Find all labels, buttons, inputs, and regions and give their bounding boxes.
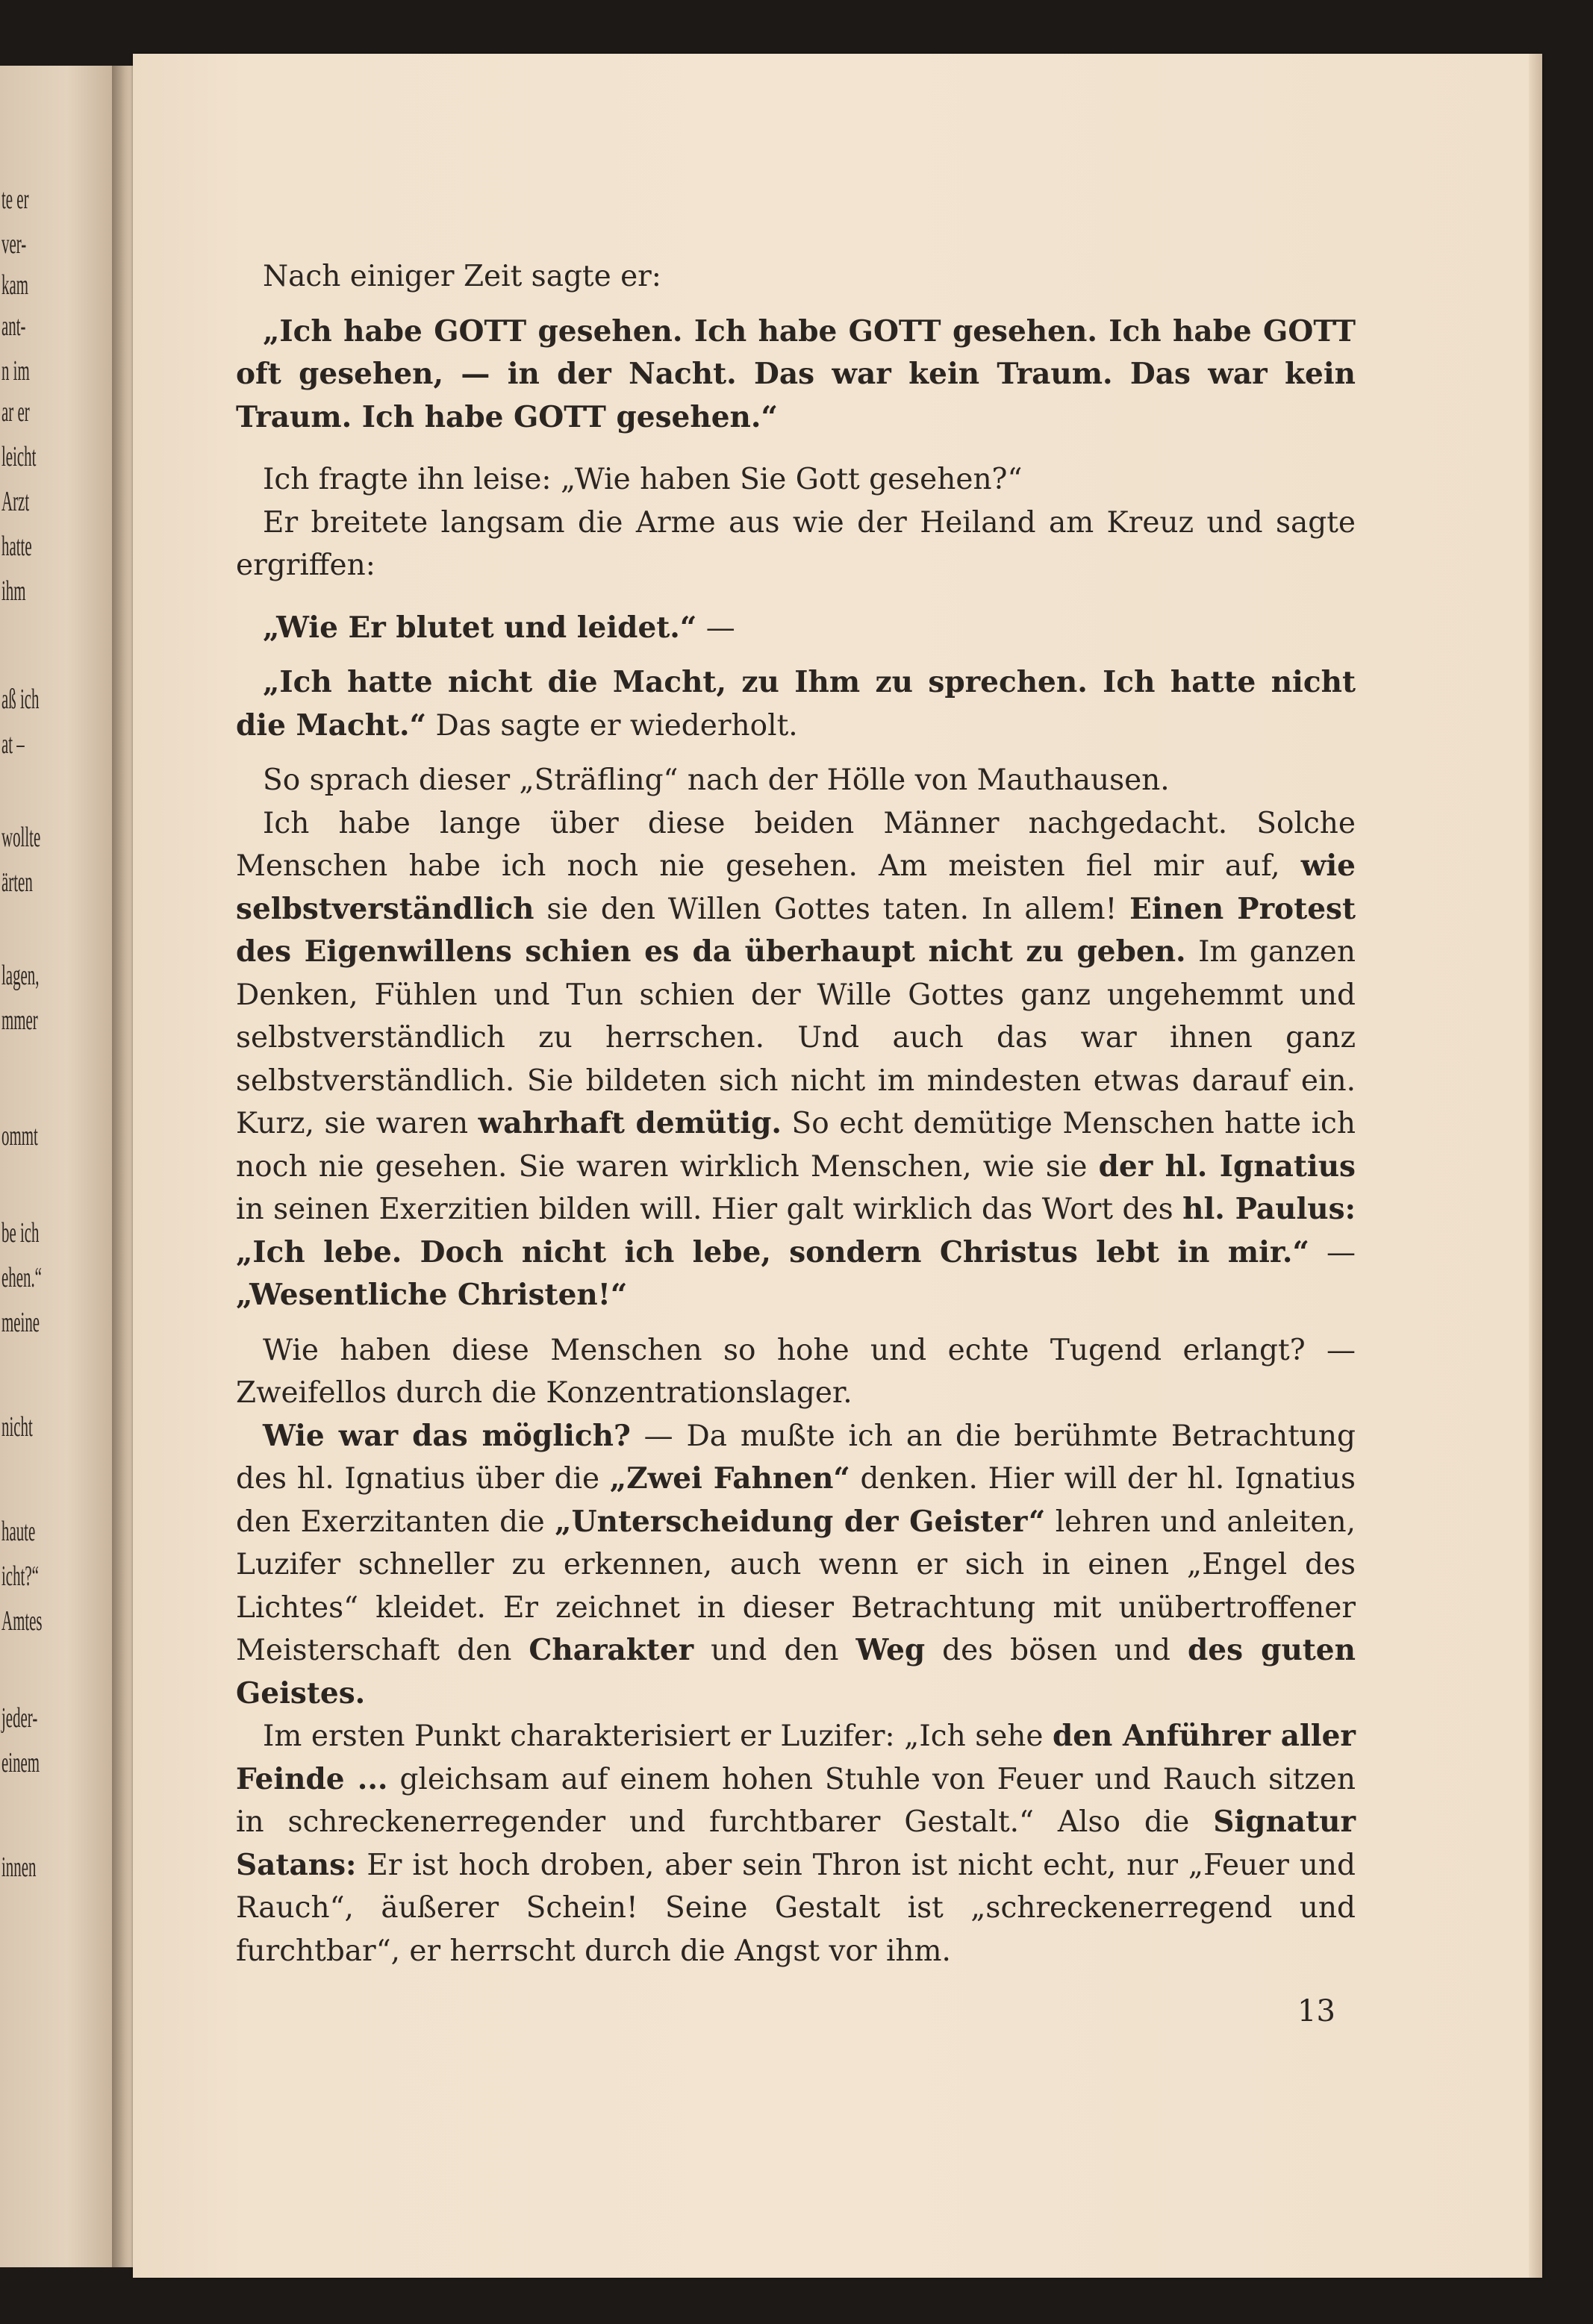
facing-page-fragment: be ich [1, 1217, 40, 1249]
facing-page-fragment: ant- [1, 310, 26, 342]
bold-run: der hl. Ignatius [1098, 1149, 1356, 1184]
bold-run: wie selbstverständlich [236, 849, 1356, 926]
paragraph [236, 1715, 1356, 1972]
paragraph [236, 255, 1356, 299]
bold-run: „Ich habe GOTT gesehen. Ich habe GOTT gesehen. Ich habe GOTT oft gesehen, — in der Nacht. Das war kein Traum. Das war kein Traum. Ich habe GOTT gesehen.“ [236, 313, 1356, 434]
facing-page-fragment: lagen, [1, 960, 40, 991]
paragraph [236, 310, 1356, 440]
bold-run: wahrhaft demütig. [478, 1106, 782, 1140]
facing-page-fragment: ommt [1, 1120, 38, 1152]
bold-run: „Zwei Fahnen“ [609, 1461, 850, 1496]
facing-page-fragment: Amtes [1, 1605, 43, 1637]
text-run: denken. Hier will der hl. Ignatius den Exerzitanten die [236, 1462, 1356, 1539]
facing-page-fragment: Arzt [1, 486, 30, 517]
bold-run: den Anführer aller Feinde ... [236, 1719, 1356, 1796]
bold-run: „Unterscheidung der Geister“ [555, 1504, 1046, 1539]
book-page [133, 54, 1542, 2278]
page-edge [1529, 54, 1542, 2278]
facing-page-fragment: jeder- [1, 1702, 38, 1734]
facing-page-fragment: innen [1, 1852, 37, 1883]
page-text [236, 255, 1356, 1972]
facing-page-fragment: meine [1, 1307, 40, 1338]
facing-page-fragment: icht?“ [1, 1561, 39, 1592]
text-run: — [696, 610, 735, 645]
bold-run: des guten Geistes. [236, 1633, 1356, 1711]
text-run: Ich habe lange über diese beiden Männer nachgedacht. Solche Menschen habe ich noch nie gesehen. Am meisten fiel mir auf, [236, 806, 1356, 883]
text-run: des bösen und [925, 1634, 1188, 1667]
facing-page-fragment: at – [1, 728, 25, 760]
facing-page-fragment: wollte [1, 822, 41, 853]
paragraph [236, 458, 1356, 502]
facing-page-fragment: ver- [1, 228, 27, 260]
page-number: 13 [1297, 1994, 1335, 2028]
facing-page-fragment: hatte [1, 531, 32, 562]
paragraph [236, 502, 1356, 587]
facing-page-fragment: leicht [1, 441, 37, 472]
text-run: Im ganzen Denken, Fühlen und Tun schien der Wille Gottes ganz ungehemmt und selbstverständlich zu herrschen. Und auch das war ihnen ganz selbstverständlich. Sie bildeten sich nicht im mindesten etwas darauf ein. Kurz, sie waren [236, 935, 1356, 1140]
text-run: sie den Willen Gottes taten. In allem! [534, 892, 1130, 926]
text-run: in seinen Exerzitien bilden will. Hier galt wirklich das Wort des [236, 1193, 1183, 1226]
paragraph [236, 1415, 1356, 1716]
facing-page-fragment: ehen.“ [1, 1262, 42, 1293]
bold-run: „Wesentliche Christen!“ [236, 1278, 628, 1312]
facing-page-fragment: te er [1, 184, 29, 215]
text-run: Wie haben diese Menschen so hohe und echte Tugend erlangt? — Zweifellos durch die Konzentrationslager. [236, 1333, 1356, 1410]
bold-run: Weg [855, 1633, 926, 1667]
bold-run: Signatur Satans: [236, 1805, 1356, 1882]
facing-page-fragment: ihm [1, 575, 26, 607]
facing-page-fragment: nicht [1, 1411, 33, 1443]
bold-run: „Wie Er blutet und leidet.“ [263, 610, 697, 645]
text-run: So echt demütige Menschen hatte ich noch nie gesehen. Sie waren wirklich Menschen, wie sie [236, 1107, 1356, 1184]
paragraph [236, 661, 1356, 747]
paragraph [236, 607, 1356, 650]
facing-page-fragment: aß ich [1, 684, 40, 715]
paragraph [236, 1329, 1356, 1415]
paragraph [236, 802, 1356, 1317]
text-run: Im ersten Punkt charakterisiert er Luzifer: „Ich sehe [263, 1719, 1053, 1753]
facing-page-fragment: einem [1, 1747, 40, 1778]
text-run: Er breitete langsam die Arme aus wie der Heiland am Kreuz und sagte ergriffen: [236, 505, 1356, 582]
bold-run: Wie war das möglich? [263, 1418, 631, 1453]
text-run: — Da mußte ich an die berühmte Betrachtung des hl. Ignatius über die [236, 1419, 1356, 1496]
text-run: Nach einiger Zeit sagte er: [263, 260, 661, 293]
facing-page-left [0, 66, 112, 2267]
bold-run: Einen Protest des Eigenwillens schien es da überhaupt nicht zu geben. [236, 891, 1356, 969]
facing-page-fragment: ärten [1, 866, 33, 898]
facing-page-fragment: n im [1, 355, 30, 387]
facing-page-fragment: ar er [1, 396, 30, 428]
bold-run: Charakter [529, 1633, 694, 1667]
text-run: gleichsam auf einem hohen Stuhle von Feuer und Rauch sitzen in schreckenerregender und furchtbarer Gestalt.“ Also die [236, 1762, 1356, 1839]
text-run: lehren und anleiten, Luzifer schneller zu erkennen, auch wenn er sich in einen „Engel des Lichtes“ kleidet. Er zeichnet in dieser Betrachtung mit unübertroffener Meisterschaft den [236, 1505, 1356, 1667]
bold-run: „Ich hatte nicht die Macht, zu Ihm zu sprechen. Ich hatte nicht die Macht.“ [236, 665, 1356, 743]
text-run: Ich fragte ihn leise: „Wie haben Sie Gott gesehen?“ [263, 463, 1023, 496]
text-run: — [1309, 1235, 1356, 1269]
bold-run: hl. Paulus: „Ich lebe. Doch nicht ich lebe, sondern Christus lebt in mir.“ [236, 1192, 1356, 1269]
facing-page-fragment: mmer [1, 1005, 38, 1036]
paragraph [236, 759, 1356, 802]
text-run: und den [693, 1634, 856, 1667]
text-run: Er ist hoch droben, aber sein Thron ist nicht echt, nur „Feuer und Rauch“, äußerer Schein! Seine Gestalt ist „schreckenerregend und furchtbar“, er herrscht durch die Angst vor ihm. [236, 1848, 1356, 1968]
facing-page-fragment: haute [1, 1516, 36, 1547]
facing-page-fragment: kam [1, 269, 28, 301]
text-run: Das sagte er wiederholt. [426, 708, 798, 743]
text-run: So sprach dieser „Sträfling“ nach der Hölle von Mauthausen. [263, 763, 1170, 797]
